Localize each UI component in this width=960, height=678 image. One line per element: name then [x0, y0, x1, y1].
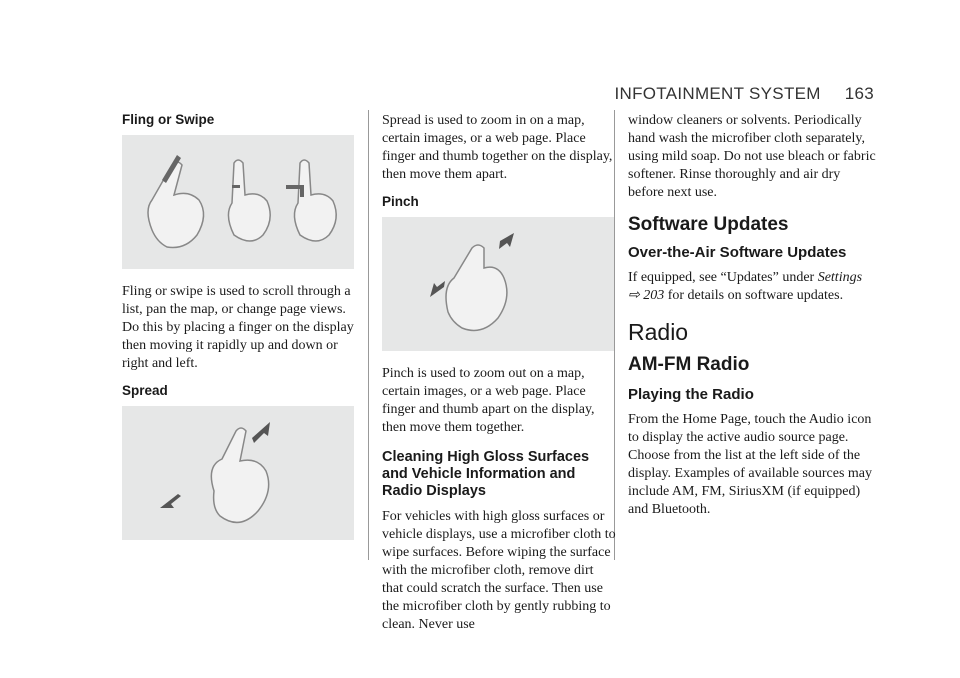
column-3	[628, 112, 876, 529]
fling-paragraph: Fling or swipe is used to scroll through a list, pan the map, or change page views. Do this by placing a finger on the display then moving it rapidly up and down or right and left.	[122, 284, 354, 371]
pinch-paragraph: Pinch is used to zoom out on a map, certain images, or a web page. Place finger and thumb apart on the display, then move them together.	[382, 366, 595, 435]
page-reference[interactable]: ⇨ 203	[628, 288, 665, 303]
column-1	[122, 112, 356, 554]
column-2	[382, 112, 616, 644]
section-title: INFOTAINMENT SYSTEM	[614, 84, 821, 103]
fling-illustration	[122, 135, 354, 269]
radio-heading: Radio	[628, 319, 689, 345]
playing-radio-heading: Playing the Radio	[628, 386, 754, 403]
spread-paragraph: Spread is used to zoom in on a map, certain images, or a web page. Place finger and thumb together on the display, then move them apart.	[382, 113, 613, 182]
cleaning-continued: window cleaners or solvents. Periodically hand wash the microfiber cloth separately, using mild soap. Do not use bleach or fabric softener. Rinse thoroughly and air dry before next use.	[628, 113, 876, 200]
software-updates-heading: Software Updates	[628, 214, 789, 235]
ota-paragraph: If equipped, see “Updates” under Settings ⇨ 203 for details on software updates.	[628, 270, 863, 303]
spread-illustration	[122, 406, 354, 540]
page-header	[614, 84, 874, 104]
am-fm-heading: AM-FM Radio	[628, 354, 750, 375]
fling-heading: Fling or Swipe	[122, 112, 215, 127]
pinch-illustration	[382, 217, 614, 351]
settings-link[interactable]: Settings	[817, 270, 863, 285]
ota-heading: Over-the-Air Software Updates	[628, 244, 847, 261]
cleaning-heading: Cleaning High Gloss Surfaces and Vehicle Information and Radio Displays	[382, 449, 590, 499]
pinch-heading: Pinch	[382, 194, 419, 209]
spread-heading: Spread	[122, 383, 168, 398]
column-divider	[368, 110, 369, 560]
playing-paragraph: From the Home Page, touch the Audio icon to display the active audio source page. Choose from the list at the left side of the display. Examples of available sources may include AM, FM, SiriusXM (if equipped) and Bluetooth.	[628, 412, 873, 517]
cleaning-paragraph: For vehicles with high gloss surfaces or vehicle displays, use a microfiber cloth to wipe surfaces. Before wiping the surface with the microfiber cloth, remove dirt that could scratch the surface. Then use the microfiber cloth by gently rubbing to clean. Never use	[382, 509, 616, 632]
page-number: 163	[844, 84, 874, 103]
